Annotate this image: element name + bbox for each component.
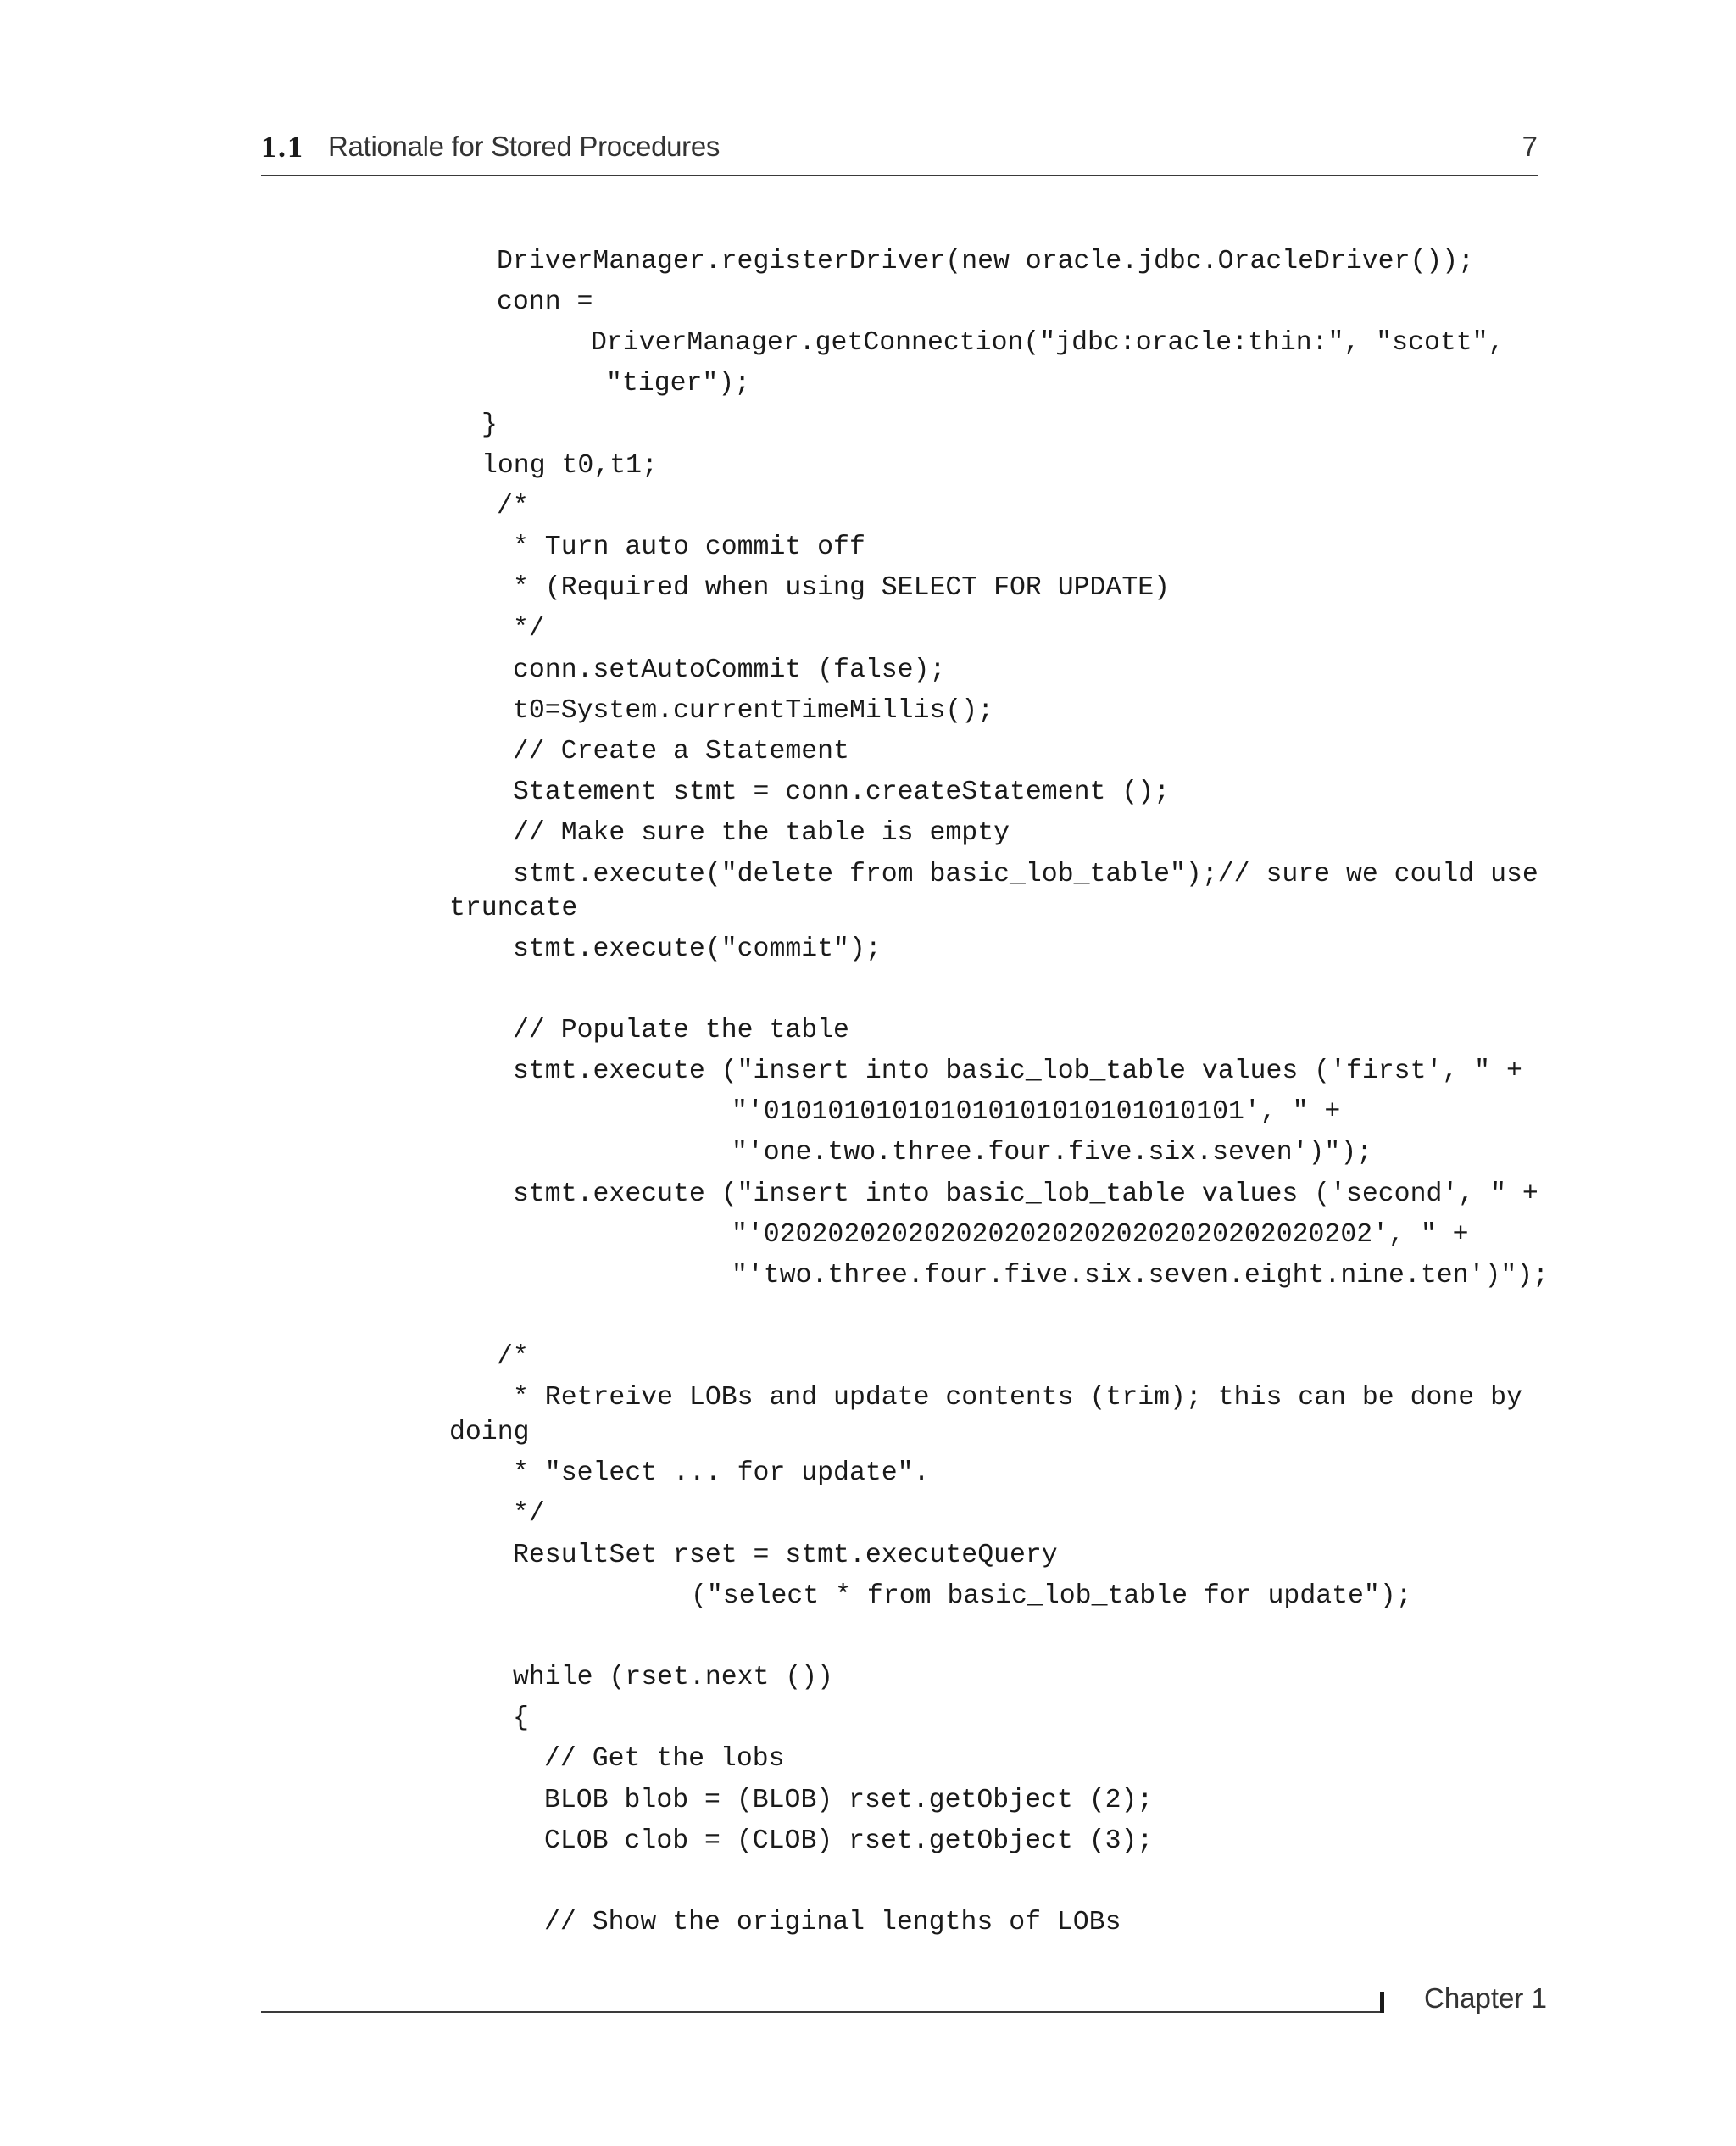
- code-line: stmt.execute("commit");: [513, 934, 882, 964]
- code-line: stmt.execute ("insert into basic_lob_table values ('second', " +: [513, 1179, 1538, 1209]
- code-line: while (rset.next ()): [513, 1663, 834, 1692]
- code-line: * "select ... for update".: [513, 1458, 930, 1488]
- code-line: DriverManager.getConnection("jdbc:oracle:thin:", "scott",: [591, 328, 1505, 358]
- code-line: "'two.three.four.five.six.seven.eight.nine.ten')");: [732, 1261, 1550, 1290]
- code-line: */: [513, 1499, 545, 1529]
- code-line: * (Required when using SELECT FOR UPDATE): [513, 573, 1171, 603]
- chapter-label: Chapter 1: [1424, 1982, 1547, 2014]
- code-line: // Show the original lengths of LOBs: [544, 1908, 1121, 1937]
- code-line: {: [513, 1703, 529, 1733]
- code-line: // Create a Statement: [513, 737, 849, 766]
- code-line: conn =: [497, 287, 593, 317]
- code-line: // Populate the table: [513, 1016, 849, 1045]
- code-line: stmt.execute ("insert into basic_lob_table values ('first', " +: [513, 1056, 1522, 1086]
- code-line: // Make sure the table is empty: [513, 818, 1010, 848]
- code-line: "'010101010101010101010101010101', " +: [732, 1097, 1341, 1127]
- code-line: CLOB clob = (CLOB) rset.getObject (3);: [544, 1826, 1154, 1856]
- page-number: 7: [1522, 131, 1538, 162]
- code-line: }: [481, 410, 498, 440]
- code-line: long t0,t1;: [481, 451, 658, 481]
- code-line: "tiger");: [606, 369, 751, 399]
- footer-rule: [261, 2011, 1380, 2013]
- code-line: "'one.two.three.four.five.six.seven')");: [732, 1138, 1373, 1168]
- code-line: // Get the lobs: [544, 1744, 785, 1774]
- code-line: /*: [497, 492, 529, 521]
- section-number: 1.1: [261, 130, 304, 164]
- footer-marker: [1380, 1992, 1384, 2013]
- code-line: BLOB blob = (BLOB) rset.getObject (2);: [544, 1786, 1154, 1815]
- section-title: Rationale for Stored Procedures: [328, 131, 721, 162]
- code-line: t0=System.currentTimeMillis();: [513, 696, 994, 726]
- code-line: Statement stmt = conn.createStatement ();: [513, 778, 1171, 807]
- code-line: ResultSet rset = stmt.executeQuery: [513, 1541, 1058, 1570]
- code-line: /*: [497, 1342, 529, 1372]
- code-line: * Retreive LOBs and update contents (trim); this can be done by: [513, 1383, 1522, 1413]
- code-line: "'02020202020202020202020202020202020202', " +: [732, 1220, 1469, 1250]
- code-line: conn.setAutoCommit (false);: [513, 655, 946, 685]
- code-line: ("select * from basic_lob_table for update");: [691, 1581, 1412, 1611]
- code-line: */: [513, 614, 545, 644]
- code-line: * Turn auto commit off: [513, 532, 865, 562]
- code-line: doing: [449, 1418, 530, 1447]
- code-line: stmt.execute("delete from basic_lob_table");// sure we could use: [513, 860, 1538, 889]
- code-line: DriverManager.registerDriver(new oracle.jdbc.OracleDriver());: [497, 247, 1475, 276]
- code-line: truncate: [449, 894, 578, 923]
